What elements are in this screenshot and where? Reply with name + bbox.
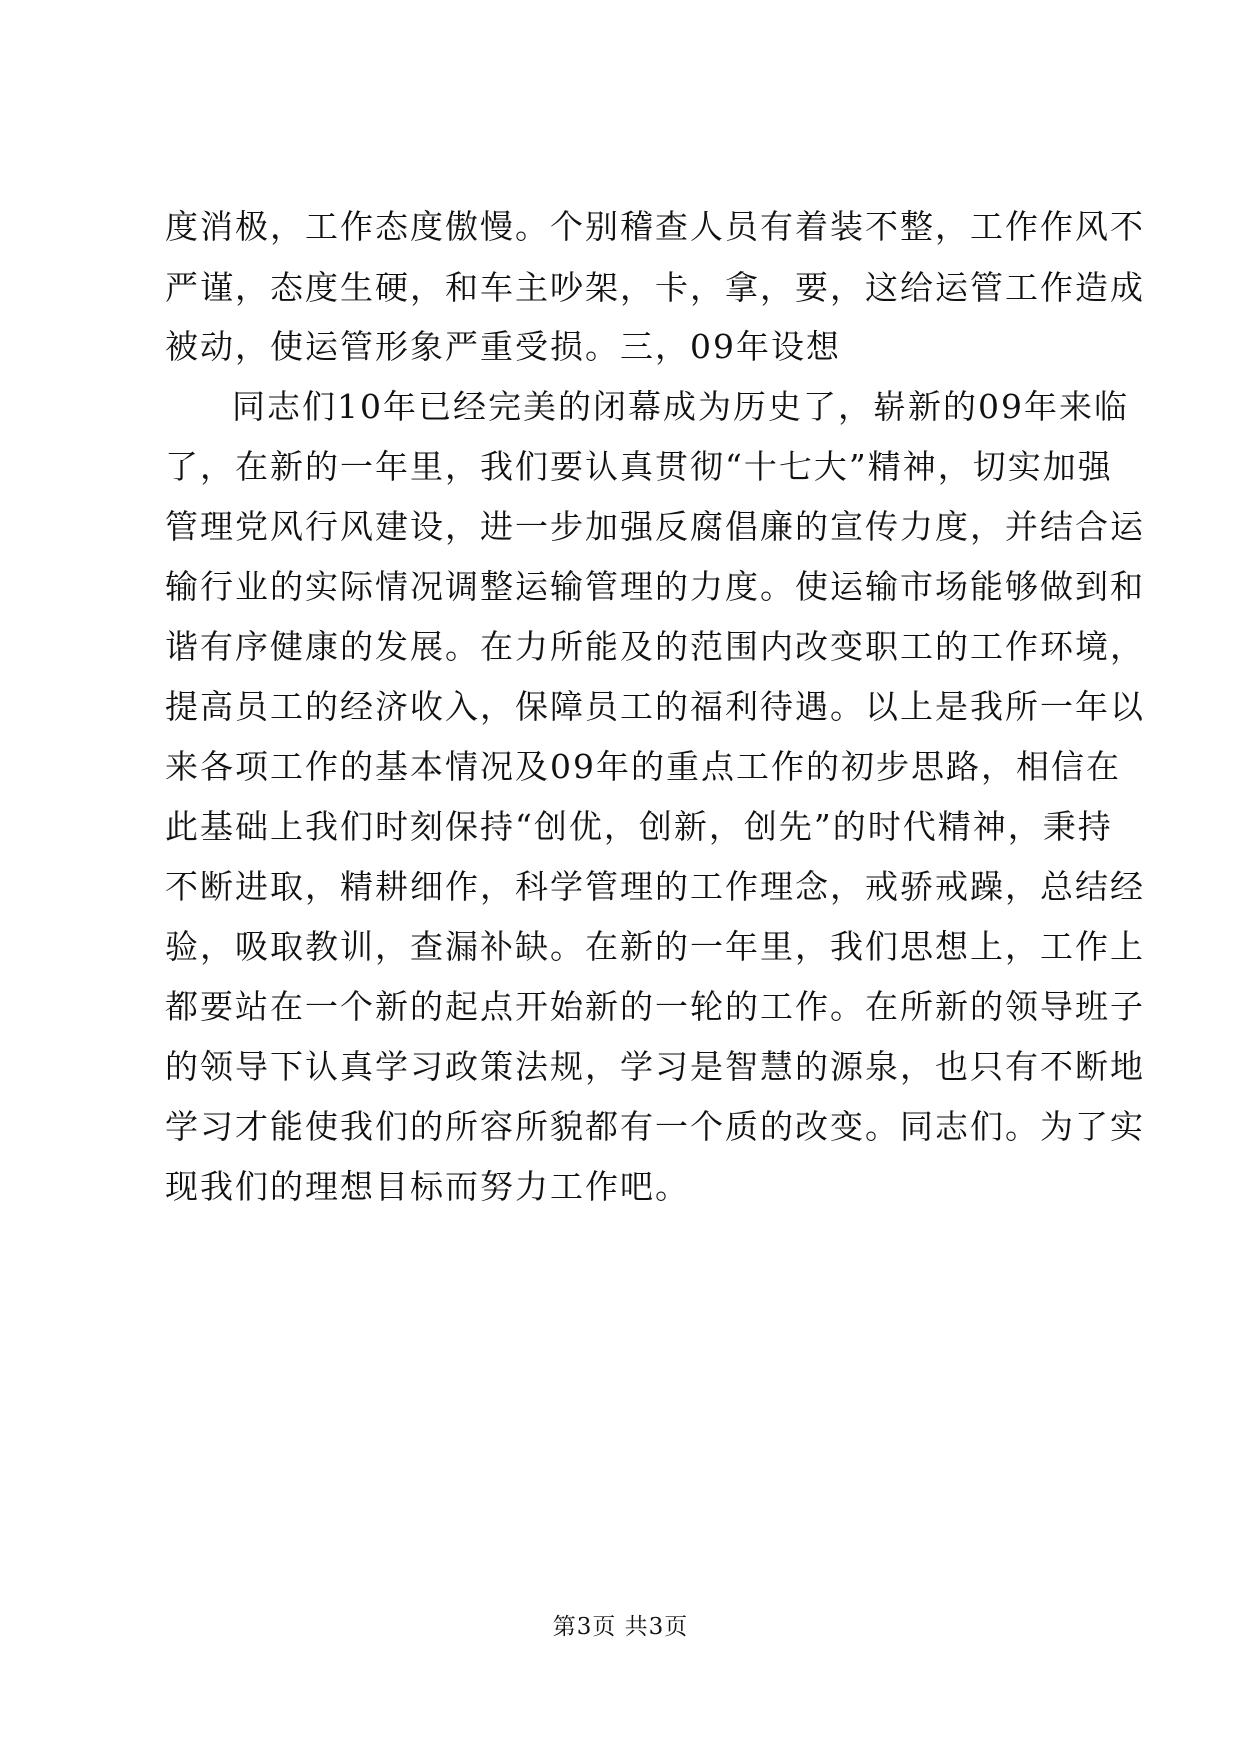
page-number-footer: 第3页 共3页 [552,1614,689,1640]
body-text-line: 谐有序健康的发展。在力所能及的范围内改变职工的工作环境， [165,627,1145,666]
body-text-line: 度消极，工作态度傲慢。个别稽查人员有着装不整，工作作风不 [165,207,1145,246]
body-text-line: 此基础上我们时刻保持“创优，创新，创先”的时代精神，秉持 [165,807,1113,846]
body-text-line: 提高员工的经济收入，保障员工的福利待遇。以上是我所一年以 [165,687,1145,726]
body-text-line: 都要站在一个新的起点开始新的一轮的工作。在所新的领导班子 [165,987,1145,1026]
body-text-line: 学习才能使我们的所容所貌都有一个质的改变。同志们。为了实 [165,1107,1145,1146]
body-text-line: 输行业的实际情况调整运输管理的力度。使运输市场能够做到和 [165,567,1145,606]
body-text-line: 被动，使运管形象严重受损。三，09年设想 [165,327,841,366]
paragraph-first-line: 同志们10年已经完美的闭幕成为历史了，崭新的09年来临 [232,387,1129,426]
body-text-line: 了，在新的一年里，我们要认真贯彻“十七大”精神，切实加强 [165,447,1113,486]
body-text-line: 管理党风行风建设，进一步加强反腐倡廉的宣传力度，并结合运 [165,507,1145,546]
body-text-line: 来各项工作的基本情况及09年的重点工作的初步思路，相信在 [165,747,1121,786]
body-text-line: 不断进取，精耕细作，科学管理的工作理念，戒骄戒躁，总结经 [165,867,1145,906]
body-text-line: 严谨，态度生硬，和车主吵架，卡，拿，要，这给运管工作造成 [165,268,1145,307]
body-text-line: 验，吸取教训，查漏补缺。在新的一年里，我们思想上，工作上 [165,927,1145,966]
body-text-line: 的领导下认真学习政策法规，学习是智慧的源泉，也只有不断地 [165,1047,1145,1086]
body-text-line: 现我们的理想目标而努力工作吧。 [165,1167,690,1206]
